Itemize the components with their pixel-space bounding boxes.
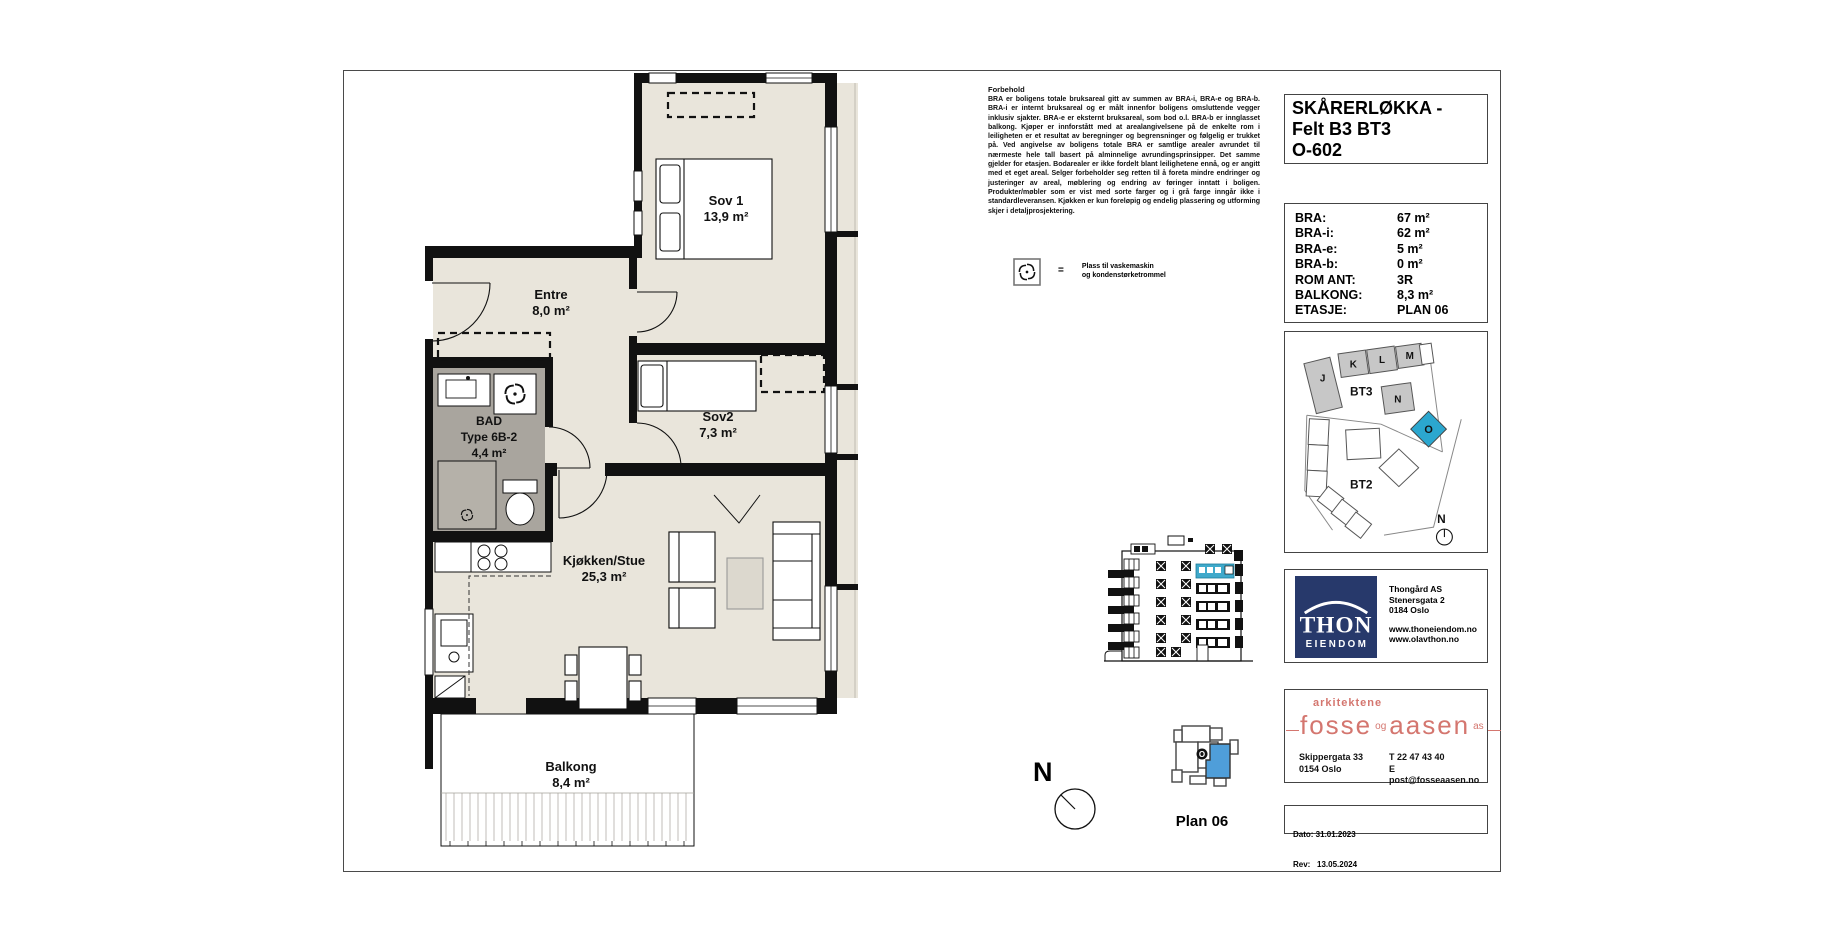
floor-plan-drawing [346, 71, 861, 871]
site-bt3-label: BT3 [1350, 384, 1373, 399]
architect-tagline: arkitektene [1313, 697, 1383, 709]
disclaimer-body: BRA er boligens totale bruksareal gitt av summen av BRA-i, BRA-e og BRA-b. BRA-i er internt bruksareal og er målt innenfor boligens omsluttende vegger inklusiv sjakter. BRA-e er eksternt bruksareal, som bod o.l. BRA-b er innglasset balkong. Kjøper er innforstått med at arealangivelsene på de enkelte rom i leiligheten er et resultat av beregninger og begrensninger og følgelig er trukket på. Ved angivelse av boligens totale BRA er samtlige arealer avrundet til nærmeste hele tall basert på alminnelige avrundingsprinsipper. Det samme gjelder for etasjen. Bodarealer er ikke fordelt blant leilighetene ennå, og er angitt med et eget areal. Selger forbeholder seg retten til å foreta mindre endringer og justeringer av areal, møblering og endring av føringer inntatt i boligen. Produkter/møbler som er vist med sorte farger og i grå farge inngår ikke i standardleveransen. Kjøkken er kun foreløpig og endelig plassering og utforming skjer i detaljprosjektering. [988, 96, 1260, 215]
architect-logo-fosse: fosse [1300, 710, 1373, 740]
dining-table [579, 647, 627, 709]
table-row [1295, 242, 1487, 257]
architect-block [1284, 689, 1488, 783]
architect-address2: 0154 Oslo [1299, 763, 1342, 774]
site-building-o: O [1424, 424, 1433, 437]
north-label: N [1033, 757, 1053, 787]
rev-line: Rev: 13.05.2024 [1293, 860, 1358, 869]
info-label: ROM ANT: [1295, 272, 1356, 287]
info-label: ETASJE: [1295, 303, 1347, 318]
project-title-line2: Felt B3 BT3 [1292, 119, 1392, 139]
room-area-entre: 8,0 m² [532, 303, 570, 318]
elevation-drawing [1101, 533, 1256, 673]
room-area-sov2: 7,3 m² [699, 425, 737, 440]
legend-line2: og kondenstørketrommel [1081, 272, 1166, 279]
info-label: BRA: [1295, 211, 1327, 225]
shower [438, 461, 496, 529]
kitchen-counter [435, 542, 551, 572]
unit-number: O-602 [1292, 140, 1343, 160]
toilet-tank [503, 480, 537, 493]
site-plan-drawing [1285, 332, 1487, 552]
architect-logo-as: as [1473, 721, 1484, 732]
room-area-sov1: 13,9 m² [703, 209, 749, 224]
developer-address2: 0184 Oslo [1389, 605, 1430, 615]
room-label-entre: Entre [534, 287, 568, 302]
thon-logo-text: THON [1299, 612, 1373, 639]
info-value: 62 m² [1397, 226, 1430, 241]
table-row [1295, 257, 1487, 272]
site-plan [1284, 331, 1488, 553]
thon-logo-subtext: EIENDOM [1305, 639, 1369, 651]
site-building-j: J [1319, 373, 1326, 385]
disclaimer-heading: Forbehold [988, 85, 1025, 94]
developer-web1: www.thoneiendom.no [1389, 623, 1477, 634]
room-label-balcony: Balkong [545, 759, 597, 774]
info-value: 5 m² [1397, 241, 1423, 256]
developer-web2: www.olavthon.no [1389, 634, 1460, 644]
logo-rule-left [1286, 730, 1299, 731]
key-plan-highlighted-unit [1206, 744, 1230, 778]
key-plan [1152, 714, 1252, 830]
architect-address1: Skippergata 33 [1299, 752, 1364, 762]
legend-line1: Plass til vaskemaskin [1081, 263, 1154, 270]
sofa [773, 522, 820, 640]
table-row [1295, 288, 1487, 303]
revision-block [1284, 805, 1488, 869]
washing-machine-icon [1012, 257, 1042, 287]
site-building-l: L [1379, 354, 1386, 366]
developer-contact [1389, 584, 1477, 645]
info-label: BRA-e: [1295, 241, 1338, 256]
architect-email: E post@fosseaasen.no [1389, 763, 1480, 785]
room-area-kitchen: 25,3 m² [581, 569, 627, 584]
key-plan-unit-marker: O [1198, 750, 1206, 759]
chair [629, 655, 641, 675]
site-building-n: N [1394, 394, 1402, 406]
project-title-line1: SKÅRERLØKKA - [1292, 98, 1443, 118]
thon-eiendom-logo [1295, 576, 1377, 658]
area-info-table [1284, 203, 1488, 323]
developer-company: Thongård AS [1389, 584, 1443, 594]
architect-logo-og: og [1375, 721, 1387, 732]
info-value: PLAN 06 [1397, 303, 1449, 318]
info-label: BALKONG: [1295, 288, 1363, 303]
title-block [1284, 94, 1488, 164]
info-value: 0 m² [1397, 257, 1423, 272]
table-row [1295, 211, 1487, 226]
key-plan-label: Plan 06 [1175, 813, 1229, 830]
table-row [1295, 226, 1487, 241]
chair [565, 655, 577, 675]
legend-equals: = [1058, 265, 1064, 276]
table-row [1295, 273, 1487, 288]
site-building-k: K [1349, 359, 1357, 371]
room-label-bad: BAD [476, 414, 502, 428]
site-building-m: M [1405, 350, 1414, 362]
chair [629, 681, 641, 701]
site-bt2-label: BT2 [1350, 477, 1373, 492]
architect-logo [1285, 710, 1487, 741]
info-value: 8,3 m² [1397, 288, 1434, 303]
room-label-sov1: Sov 1 [708, 193, 744, 208]
date-line: Dato: 31.01.2023 [1293, 830, 1356, 839]
info-value: 67 m² [1397, 211, 1430, 225]
info-label: BRA-i: [1295, 226, 1334, 241]
logo-rule-right [1488, 730, 1501, 731]
north-arrow-icon [1049, 783, 1101, 835]
room-label-kitchen: Kjøkken/Stue [562, 553, 646, 568]
room-label-sov2: Sov2 [702, 409, 734, 424]
room-area-balcony: 8,4 m² [552, 775, 590, 790]
room-area-bad: 4,4 m² [471, 446, 507, 460]
developer-address1: Stenersgata 2 [1389, 594, 1445, 605]
drawing-sheet [343, 70, 1501, 872]
table-row [1295, 303, 1487, 318]
key-plan-drawing [1152, 714, 1252, 802]
info-value: 3R [1397, 272, 1413, 287]
room-type-bad: Type 6B-2 [460, 430, 518, 444]
toilet-bowl [506, 493, 534, 525]
architect-phone: T 22 47 43 40 [1389, 752, 1445, 762]
developer-block [1284, 569, 1488, 663]
chair [565, 681, 577, 701]
info-label: BRA-b: [1295, 257, 1339, 272]
washer-legend [1012, 257, 1166, 287]
north-arrow [1027, 757, 1127, 857]
coffee-table [727, 558, 763, 609]
architect-logo-aasen: aasen [1389, 710, 1471, 740]
disclaimer-block [988, 85, 1260, 216]
site-north-label: N [1437, 512, 1446, 527]
